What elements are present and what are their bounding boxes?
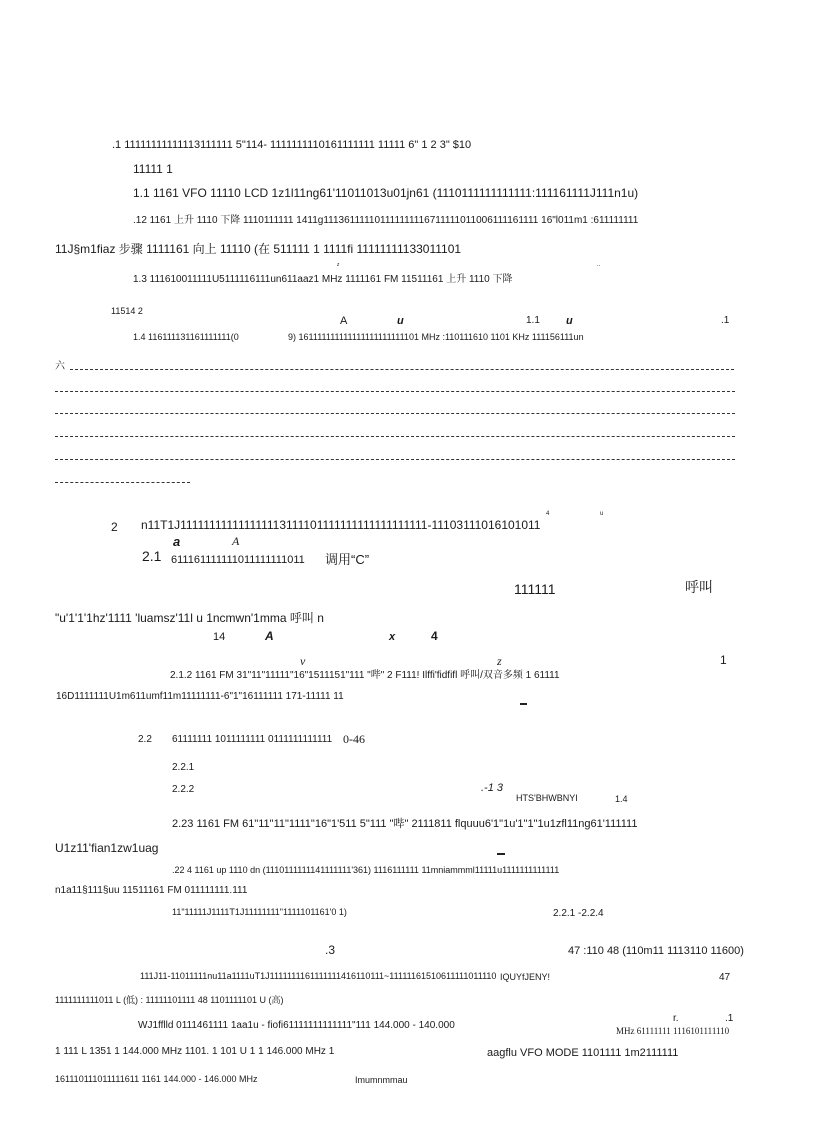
text-line: 11514 2: [111, 306, 143, 316]
section-number: 2.1: [142, 548, 162, 564]
section-number: .3: [325, 943, 336, 957]
mark-number: 14: [213, 631, 226, 643]
text-line: 1 111 L 1351 1 144.000 MHz 1101. 1 101 U 1 1 146.000 MHz 1: [55, 1046, 335, 1057]
mark-dots: ..: [597, 262, 601, 268]
text-line: MHz 61111111 1116101111110: [616, 1026, 730, 1036]
text-line: 0-46: [343, 732, 365, 746]
text-line: U1z11'fian1zw1uag: [55, 841, 159, 855]
mark-r: r.: [673, 1013, 679, 1024]
mark-number: 1.1: [526, 315, 540, 326]
mark-f4: 4: [546, 511, 550, 517]
text-line: 9) 161111111111111111111111101 MHz :110111610 1101 KHz 111156111un: [288, 332, 584, 342]
text-line: 1.3 111610011111U5111116111un611aaz1 MHz 1111161 FM 11511161 上升 1110 下降: [133, 274, 513, 285]
mark-four: 4: [431, 629, 438, 643]
text-line: 2.1.2 1161 FM 31"11"11111"16"1511151"111 "哔" 2 F111! Ilffi'fidfifl 呼叫/双音多频 1 61111: [170, 670, 560, 681]
text-line: 1.4: [615, 794, 628, 804]
text-line: 161110111011111611 1161 144.000 - 146.000 MHz: [55, 1074, 258, 1084]
mark-number: .1: [721, 315, 730, 326]
mark-a-bold: A: [265, 629, 274, 643]
section-number: 2: [111, 520, 118, 534]
text-line: 1111111111011 L (低) : 11111101111 48 1101111101 U (高): [55, 995, 284, 1005]
text-line: IQUYfJENY!: [500, 972, 551, 982]
six-char: 六: [55, 361, 65, 372]
mark-v: v: [300, 654, 306, 668]
text-line: .-1 3: [481, 782, 504, 794]
text-line: 111J11-11011111nu11a1111uT1J1111111161111111416110111~11111161510611111011110: [140, 971, 497, 981]
mark-x: x: [389, 631, 396, 643]
mark-fu: u: [600, 511, 604, 517]
mark-z: z: [497, 654, 502, 668]
dashed-line: [55, 413, 735, 414]
dashed-line: [70, 369, 734, 370]
text-line: 47: [719, 972, 731, 983]
dashed-line: [55, 459, 735, 460]
text-line: 1.4 116111131161111111(0: [133, 332, 239, 342]
text-line: n1a11§111§uu 11511161 FM 011111111.111: [55, 885, 248, 896]
text-line: 2.2.1 -2.2.4: [553, 908, 604, 919]
text-line: 11"11111J1111T1J11111111"1111101161'0 1): [172, 907, 347, 917]
text-line: WJ1fflld 0111461111 1aa1u - fiofi61111111111111"111 144.000 - 140.000: [138, 1020, 455, 1031]
text-line: 呼叫: [685, 579, 713, 595]
dash-mark: [497, 853, 505, 855]
text-line: 16D1111111U1m611umf11m11111111-6"1"16111111 171-11111 11: [56, 691, 344, 702]
text-line: 调用“C”: [325, 552, 370, 567]
dashed-line: [55, 436, 735, 437]
text-line: .22 4 1161 up 1110 dn (1110111111141111111'361) 1116111111 11mniammml11111u1111111111111: [172, 865, 560, 875]
text-line: 611161111111011111111011: [171, 554, 305, 566]
mark-number: .1: [725, 1013, 734, 1024]
section-number: 2.2: [138, 734, 152, 745]
text-line: "u'1'1'1hz'1111 'luamsz'11l u 1ncmwn'1mma 呼叫 n: [55, 611, 324, 625]
section-number: 2.2.1: [172, 762, 195, 773]
text-line: 1.1 1161 VFO 11110 LCD 1z1l11ng61'11011013u01jn61 (1110111111111111:111161111J111n1u): [133, 186, 639, 200]
mark-u: u: [566, 315, 573, 327]
text-line: 2.23 1161 FM 61"11"11"1111"16"1'511 5"111 "哔" 2111811 flquuu6'1"1u'1"1"1u1zfl11ng61'111111: [172, 818, 638, 830]
text-line: 11J§m1fiaz 步骤 1111161 向上 11110 (在 511111 1 1111fi 11111111133011101: [55, 242, 462, 256]
text-line: 61111111 1011111111 0111111111111: [172, 734, 333, 745]
section-number: 2.2.2: [172, 784, 195, 795]
mark-a: A: [340, 315, 348, 327]
mark-a-bold: a: [173, 534, 181, 549]
text-line: .12 1161 上升 1110 下降 1110111111 1411g111361111101111111116711111011006111161111 16"l011m1 :611111111: [133, 215, 639, 226]
mark-z-small: z: [337, 262, 340, 268]
mark-a-serif: A: [232, 534, 240, 548]
dash-mark: [520, 703, 527, 705]
text-line: n11T1J111111111111111113111101111111111111111111-11103111016101011: [141, 518, 541, 532]
text-line: aagflu VFO MODE 1101111 1m2111111: [487, 1047, 679, 1059]
text-line: Imumnmmau: [355, 1075, 408, 1085]
mark-u: u: [397, 315, 404, 327]
dashed-line: [55, 391, 735, 392]
dashed-line: [55, 482, 190, 483]
text-line: HTS'BHWBNYI: [516, 793, 578, 803]
mark-one: 1: [720, 653, 727, 667]
text-line: 111111: [514, 581, 556, 597]
text-line: .1 11111111111113111111 5"114- 1111111110161111111 11111 6" 1 2 3" $10: [112, 139, 472, 151]
text-line: 47 :110 48 (110m11 1113110 11600): [568, 945, 744, 957]
text-line: 11111 1: [133, 162, 173, 176]
